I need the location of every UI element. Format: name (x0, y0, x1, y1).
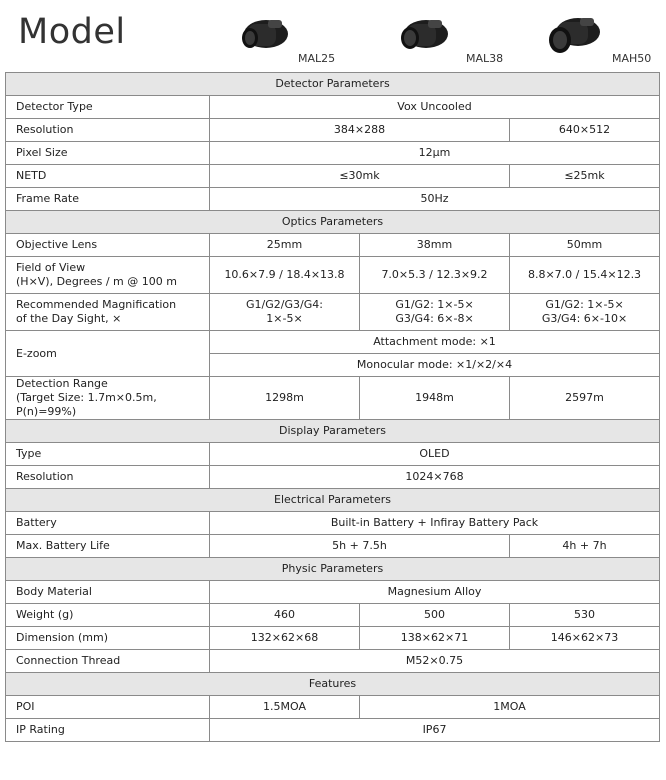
row-value: 25mm (210, 234, 360, 257)
row-value: Built-in Battery + Infiray Battery Pack (210, 512, 660, 535)
product-mah50 (546, 14, 656, 74)
row-value: 460 (210, 604, 360, 627)
table-row (6, 696, 660, 719)
product-name: MAL38 (466, 52, 504, 65)
table-row (6, 535, 660, 558)
table-row (6, 627, 660, 650)
row-value: 530 (510, 604, 660, 627)
row-label-line: (Target Size: 1.7m×0.5m, P(n)=99%) (16, 391, 157, 418)
row-label (6, 294, 210, 331)
row-value: 4h + 7h (510, 535, 660, 558)
row-label (6, 377, 210, 420)
row-label (6, 257, 210, 294)
value-line: G3/G4: 6×-10× (541, 312, 628, 325)
row-value: 1948m (360, 377, 510, 420)
row-value: 10.6×7.9 / 18.4×13.8 (210, 257, 360, 294)
table-row (6, 604, 660, 627)
section-title: Features (6, 673, 660, 696)
row-value: 5h + 7.5h (210, 535, 510, 558)
section-row (6, 73, 660, 96)
row-value: 500 (360, 604, 510, 627)
product-mal25 (240, 14, 350, 74)
row-value: IP67 (210, 719, 660, 742)
row-label: Resolution (6, 466, 210, 489)
table-row (6, 188, 660, 211)
row-value: Monocular mode: ×1/×2/×4 (210, 354, 660, 377)
table-row (6, 165, 660, 188)
section-row (6, 211, 660, 234)
table-row (6, 331, 660, 354)
row-value (360, 294, 510, 331)
value-line: G3/G4: 6×-8× (395, 312, 474, 325)
row-label-line: Recommended Magnification (16, 298, 177, 311)
table-row (6, 719, 660, 742)
value-line: G1/G2: 1×-5× (545, 298, 624, 311)
row-value: 38mm (360, 234, 510, 257)
value-line: G1/G2: 1×-5× (395, 298, 474, 311)
product-mal38 (398, 14, 508, 74)
row-label: Objective Lens (6, 234, 210, 257)
section-title: Optics Parameters (6, 211, 660, 234)
row-label: Type (6, 443, 210, 466)
row-label: Pixel Size (6, 142, 210, 165)
value-line: G1/G2/G3/G4: (246, 298, 323, 311)
row-label-line: Detection Range (16, 377, 108, 390)
row-label: IP Rating (6, 719, 210, 742)
row-value: Attachment mode: ×1 (210, 331, 660, 354)
row-value: 1298m (210, 377, 360, 420)
row-value: 640×512 (510, 119, 660, 142)
section-row (6, 673, 660, 696)
row-label: Connection Thread (6, 650, 210, 673)
value-line: 1×-5× (266, 312, 303, 325)
row-label: Frame Rate (6, 188, 210, 211)
thermal-scope-icon (546, 14, 606, 62)
table-row (6, 294, 660, 331)
table-row (6, 581, 660, 604)
row-value: 2597m (510, 377, 660, 420)
table-row (6, 119, 660, 142)
row-label: NETD (6, 165, 210, 188)
table-row (6, 257, 660, 294)
table-row (6, 650, 660, 673)
row-value: 1024×768 (210, 466, 660, 489)
thermal-scope-icon (398, 14, 454, 58)
row-value: 8.8×7.0 / 15.4×12.3 (510, 257, 660, 294)
row-label: POI (6, 696, 210, 719)
row-label: Weight (g) (6, 604, 210, 627)
row-label: Detector Type (6, 96, 210, 119)
row-label: Battery (6, 512, 210, 535)
row-value: 146×62×73 (510, 627, 660, 650)
table-row (6, 466, 660, 489)
row-value (510, 294, 660, 331)
table-row (6, 512, 660, 535)
thermal-scope-icon (240, 14, 296, 58)
table-row (6, 377, 660, 420)
section-title: Detector Parameters (6, 73, 660, 96)
row-value: Vox Uncooled (210, 96, 660, 119)
row-label: Body Material (6, 581, 210, 604)
section-row (6, 489, 660, 512)
row-value: Magnesium Alloy (210, 581, 660, 604)
row-label-line: (H×V), Degrees / m @ 100 m (16, 275, 177, 288)
page-title: Model (18, 12, 126, 52)
section-title: Electrical Parameters (6, 489, 660, 512)
table-row (6, 234, 660, 257)
row-value: 50mm (510, 234, 660, 257)
row-value: ≤25mk (510, 165, 660, 188)
section-row (6, 420, 660, 443)
row-value: 384×288 (210, 119, 510, 142)
row-label: Dimension (mm) (6, 627, 210, 650)
row-value: OLED (210, 443, 660, 466)
row-value: 132×62×68 (210, 627, 360, 650)
row-value: ≤30mk (210, 165, 510, 188)
row-value: 1MOA (360, 696, 660, 719)
product-name: MAH50 (612, 52, 652, 65)
table-row (6, 443, 660, 466)
section-title: Display Parameters (6, 420, 660, 443)
row-value: 1.5MOA (210, 696, 360, 719)
row-value (210, 294, 360, 331)
row-value: 50Hz (210, 188, 660, 211)
section-title: Physic Parameters (6, 558, 660, 581)
section-row (6, 558, 660, 581)
row-label: Max. Battery Life (6, 535, 210, 558)
table-row (6, 96, 660, 119)
row-label: Resolution (6, 119, 210, 142)
row-value: 7.0×5.3 / 12.3×9.2 (360, 257, 510, 294)
row-value: M52×0.75 (210, 650, 660, 673)
row-label-line: Field of View (16, 261, 86, 274)
row-value: 138×62×71 (360, 627, 510, 650)
spec-table (5, 72, 660, 742)
table-row (6, 142, 660, 165)
row-label-line: of the Day Sight, × (16, 312, 122, 325)
product-name: MAL25 (298, 52, 336, 65)
row-value: 12μm (210, 142, 660, 165)
row-label: E-zoom (6, 331, 210, 377)
